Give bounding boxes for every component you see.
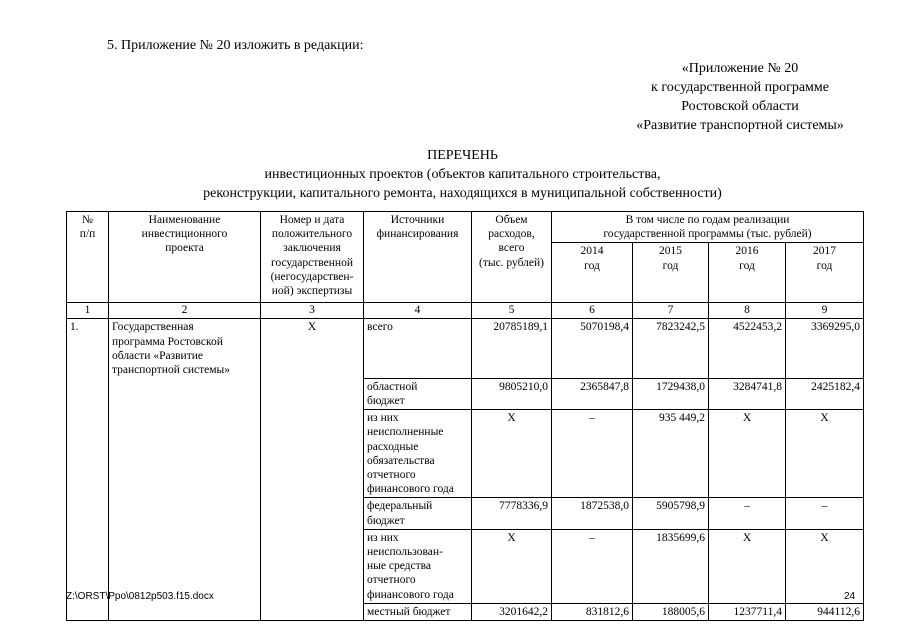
page-number: 24 [844,591,856,602]
project-name-cell: Государственная программа Ростовской области «Развитие транспортной системы» [109,319,261,378]
project-name-cell [109,498,261,529]
heading-title: ПЕРЕЧЕНЬ [427,148,498,163]
funding-source-cell: федеральный бюджет [364,498,472,529]
project-number-cell [67,410,109,498]
column-number: 6 [552,303,633,319]
column-number: 1 [67,303,109,319]
funding-source-cell: из них неисполненные расходные обязательства отчетного финансового года [364,410,472,498]
project-expertise-cell [261,498,364,529]
appendix-line: к государственной программе [651,80,829,95]
investment-projects-table [66,211,864,621]
year-value-cell: – [552,529,633,603]
total-value-cell: 9805210,0 [472,378,552,409]
header-year: 2017 год [786,243,864,303]
year-value-cell: 1835699,6 [633,529,709,603]
year-value-cell: Х [709,410,786,498]
funding-source-cell: областной бюджет [364,378,472,409]
header-year: 2016 год [709,243,786,303]
year-value-cell: – [552,410,633,498]
table-row [67,498,864,529]
project-expertise-cell [261,410,364,498]
project-expertise-cell [261,529,364,603]
header-volume: Объем расходов, всего (тыс. рублей) [472,212,552,303]
funding-source-cell: всего [364,319,472,378]
project-number-cell [67,378,109,409]
file-path: Z:\ORST\Ppo\0812p503.f15.docx [66,591,214,602]
year-value-cell: 2365847,8 [552,378,633,409]
heading-subtitle: реконструкции, капитального ремонта, находящихся в муниципальной собственности) [203,186,722,201]
table-row [67,603,864,620]
year-value-cell: – [786,498,864,529]
year-value-cell: 188005,6 [633,603,709,620]
header-years-group: В том числе по годам реализации государственной программы (тыс. рублей) [552,212,864,243]
project-number-cell [67,498,109,529]
project-expertise-cell: Х [261,319,364,378]
year-value-cell: 4522453,2 [709,319,786,378]
year-value-cell: Х [709,529,786,603]
year-value-cell: 831812,6 [552,603,633,620]
column-number: 2 [109,303,261,319]
appendix-reference [600,59,880,135]
intro-text: 5. Приложение № 20 изложить в редакции: [107,38,364,53]
table-row [67,410,864,498]
project-expertise-cell [261,603,364,620]
header-row [67,212,864,243]
total-value-cell: 20785189,1 [472,319,552,378]
document-heading [150,146,775,203]
year-value-cell: 3369295,0 [786,319,864,378]
year-value-cell: 935 449,2 [633,410,709,498]
header-name: Наименование инвестиционного проекта [109,212,261,303]
year-value-cell: 5905798,9 [633,498,709,529]
project-name-cell [109,603,261,620]
project-expertise-cell [261,378,364,409]
column-number: 5 [472,303,552,319]
total-value-cell: 3201642,2 [472,603,552,620]
project-number-cell [67,603,109,620]
project-name-cell [109,410,261,498]
year-value-cell: 5070198,4 [552,319,633,378]
total-value-cell: 7778336,9 [472,498,552,529]
column-numbers-row [67,303,864,319]
table-row [67,319,864,378]
column-number: 4 [364,303,472,319]
year-value-cell: Х [786,410,864,498]
appendix-line: Ростовской области [681,99,799,114]
project-number-cell: 1. [67,319,109,378]
year-value-cell: 1729438,0 [633,378,709,409]
year-value-cell: 1237711,4 [709,603,786,620]
project-name-cell [109,378,261,409]
column-number: 9 [786,303,864,319]
header-year: 2015 год [633,243,709,303]
heading-subtitle: инвестиционных проектов (объектов капитального строительства, [264,167,661,182]
column-number: 7 [633,303,709,319]
total-value-cell: Х [472,529,552,603]
total-value-cell: Х [472,410,552,498]
year-value-cell: 2425182,4 [786,378,864,409]
year-value-cell: 3284741,8 [709,378,786,409]
column-number: 3 [261,303,364,319]
funding-source-cell: из них неиспользован- ные средства отчетного финансового года [364,529,472,603]
table-row [67,378,864,409]
year-value-cell: Х [786,529,864,603]
appendix-line: «Приложение № 20 [681,61,799,76]
year-value-cell: 1872538,0 [552,498,633,529]
header-sources: Источники финансирования [364,212,472,303]
header-expertise: Номер и дата положительного заключения государственной (негосударствен- ной) экспертизы [261,212,364,303]
funding-source-cell: местный бюджет [364,603,472,620]
year-value-cell: – [709,498,786,529]
column-number: 8 [709,303,786,319]
year-value-cell: 944112,6 [786,603,864,620]
header-num: № п/п [67,212,109,303]
appendix-line: «Развитие транспортной системы» [636,118,844,133]
year-value-cell: 7823242,5 [633,319,709,378]
header-year: 2014 год [552,243,633,303]
